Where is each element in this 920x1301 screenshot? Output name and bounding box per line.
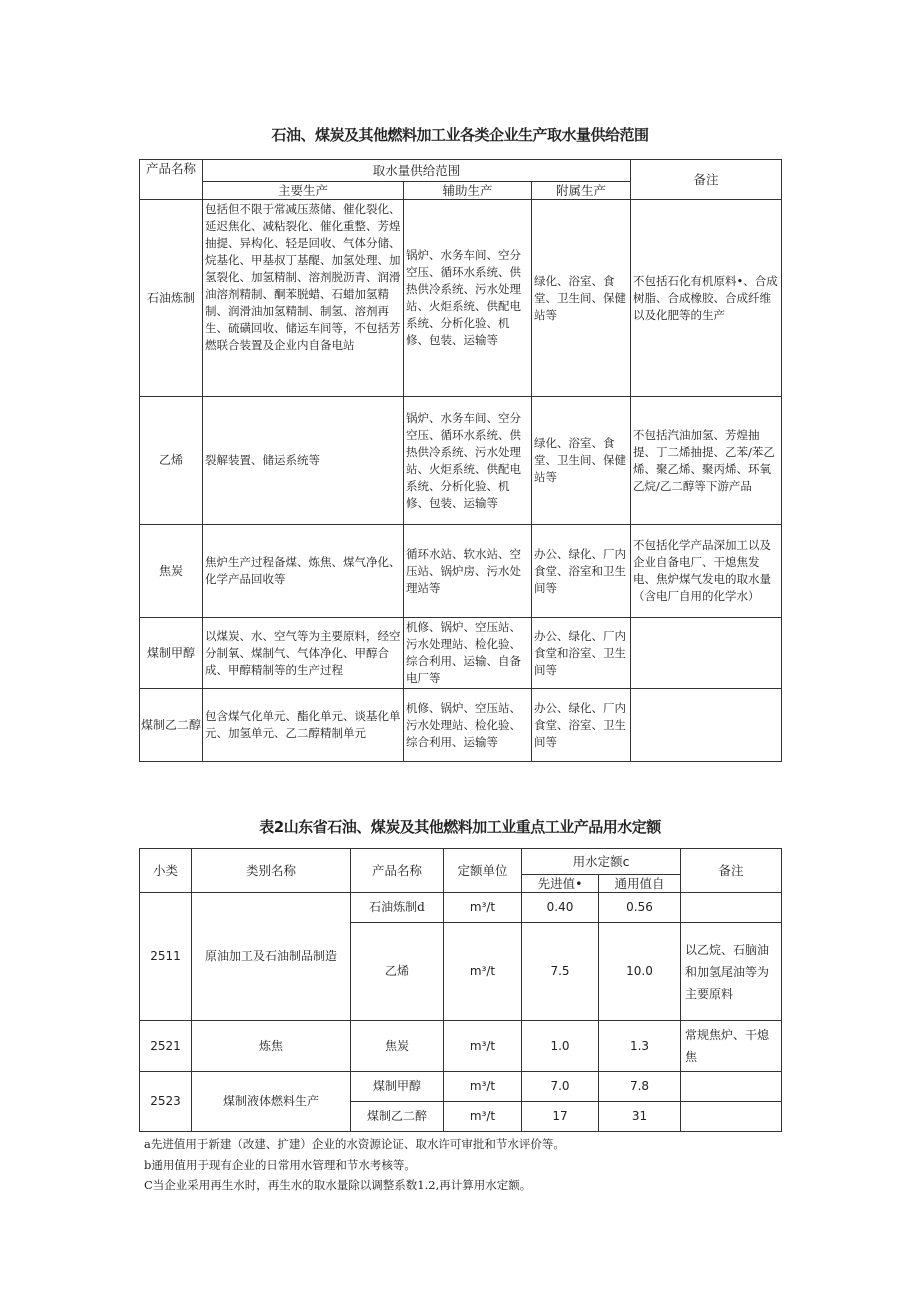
- header-general: 通用值自: [599, 875, 681, 893]
- header-subclass: 小类: [140, 849, 192, 893]
- row-attached: 绿化、浴室、食堂、卫生间、保健站等: [532, 200, 631, 397]
- row-product: 石油炼制: [140, 200, 203, 397]
- header-advanced: 先进值•: [522, 875, 599, 893]
- table2-title: 表2山东省石油、煤炭及其他燃料加工业重点工业产品用水定额: [259, 818, 661, 836]
- cell-product: 石油炼制d: [351, 893, 444, 923]
- row-product: 煤制乙二醇: [140, 689, 203, 762]
- table-row: [140, 200, 782, 397]
- row-aux: 锅炉、水务车间、空分空压、循环水系统、供热供冷系统、污水处理站、火炬系统、供配电系统、分析化验、机修、包装、运输等: [404, 397, 532, 525]
- row-main: 包括但不限于常减压蒸储、催化裂化、延迟焦化、减粘裂化、催化重整、芳煌抽提、异构化、轻是回收、气体分储、烷基化、甲基叔丁基醍、加氢处理、加氢裂化、加氢精制、溶剂脱沥青、润滑油溶剂精制、酮苯脱蜡、石蜡加氢精制、润滑油加氢精制、制氢、溶剂再生、硫磺回收、储运车间等，不包括芳燃联合装置及企业内自备电站: [203, 200, 404, 397]
- table-row: [140, 397, 782, 525]
- cell-advanced: 7.5: [522, 923, 599, 1021]
- table1-title: 石油、煤炭及其他燃料加工业各类企业生产取水量供给范围: [271, 126, 649, 144]
- row-main: 以煤炭、水、空气等为主要原料，经空分制氧、煤制气、气体净化、甲醇合成、甲醇精制等的生产过程: [203, 618, 404, 689]
- row-attached: 办公、绿化、厂内食堂、浴室和卫生间等: [532, 525, 631, 618]
- cell-general: 0.56: [599, 893, 681, 923]
- row-aux: 机修、锅炉、空压站、污水处理站、检化验、综合利用、运输、自备电厂等: [404, 618, 532, 689]
- header-supply-scope: 取水量供给范围: [203, 160, 631, 182]
- row-main: 裂解装置、储运系统等: [203, 397, 404, 525]
- cell-code: 2523: [140, 1072, 192, 1132]
- cell-unit: m³/t: [444, 923, 522, 1021]
- cell-general: 1.3: [599, 1021, 681, 1072]
- row-remark: [631, 689, 782, 762]
- cell-product: 乙烯: [351, 923, 444, 1021]
- header-main-production: 主要生产: [203, 182, 404, 200]
- water-supply-scope-table: [139, 159, 782, 762]
- header-attached-production: 附属生产: [532, 182, 631, 200]
- cell-general: 10.0: [599, 923, 681, 1021]
- header-remark: 备注: [631, 160, 782, 200]
- row-aux: 锅炉、水务车间、空分空压、循环水系统、供热供冷系统、污水处理站、火炬系统、供配电系统、分析化验、机修、包装、运输等: [404, 200, 532, 397]
- cell-unit: m³/t: [444, 1072, 522, 1102]
- row-remark: 不包括化学产品深加工以及企业自备电厂、干熄焦发电、焦炉煤气发电的取水量（含电厂自用的化学水）: [631, 525, 782, 618]
- footnote-a: a先进值用于新建（改建、扩建）企业的水资源论证、取水许可审批和节水评价等。: [144, 1137, 565, 1151]
- table-row: [140, 689, 782, 762]
- row-attached: 办公、绿化、厂内食堂、浴室、卫生间等: [532, 689, 631, 762]
- footnote-c: C当企业采用再生水时，再生水的取水量除以调整系数1.2,再计算用水定额。: [144, 1178, 532, 1192]
- row-product: 乙烯: [140, 397, 203, 525]
- cell-advanced: 0.40: [522, 893, 599, 923]
- water-quota-table: [139, 848, 782, 1132]
- row-aux: 循环水站、软水站、空压站、锅炉房、污水处理站等: [404, 525, 532, 618]
- header-product-name: 产品名称: [140, 160, 203, 200]
- cell-code: 2521: [140, 1021, 192, 1072]
- row-aux: 机修、锅炉、空压站、污水处理站、检化验、综合利用、运输等: [404, 689, 532, 762]
- row-main: 焦炉生产过程备煤、炼焦、煤气净化、化学产品回收等: [203, 525, 404, 618]
- table-row: [140, 1021, 782, 1072]
- row-remark: 不包括石化有机原料•、合成树脂、合成橡胶、合成纤维以及化肥等的生产: [631, 200, 782, 397]
- row-attached: 绿化、浴室、食堂、卫生间、保健站等: [532, 397, 631, 525]
- cell-unit: m³/t: [444, 893, 522, 923]
- cell-general: 31: [599, 1102, 681, 1132]
- header-remark: 备注: [681, 849, 782, 893]
- cell-general: 7.8: [599, 1072, 681, 1102]
- cell-category: 炼焦: [192, 1021, 351, 1072]
- table-row: [140, 893, 782, 923]
- footnote-b: b通用值用于现有企业的日常用水管理和节水考核等。: [144, 1158, 416, 1172]
- table-row: [140, 1072, 782, 1102]
- row-remark: 不包括汽油加氢、芳煌抽提、丁二烯抽提、乙苯/苯乙烯、聚乙烯、聚丙烯、环氧乙烷/乙二醇等下游产品: [631, 397, 782, 525]
- cell-unit: m³/t: [444, 1021, 522, 1072]
- header-unit: 定额单位: [444, 849, 522, 893]
- cell-unit: m³/t: [444, 1102, 522, 1132]
- cell-product: 焦炭: [351, 1021, 444, 1072]
- header-product: 产品名称: [351, 849, 444, 893]
- cell-advanced: 7.0: [522, 1072, 599, 1102]
- cell-product: 煤制乙二醉: [351, 1102, 444, 1132]
- table-row: [140, 525, 782, 618]
- cell-category: 煤制液体燃料生产: [192, 1072, 351, 1132]
- cell-code: 2511: [140, 893, 192, 1021]
- cell-product: 煤制甲醇: [351, 1072, 444, 1102]
- row-product: 焦炭: [140, 525, 203, 618]
- table-row: [140, 618, 782, 689]
- row-attached: 办公、绿化、厂内食堂和浴室、卫生间等: [532, 618, 631, 689]
- row-main: 包含煤气化单元、酯化单元、谈基化单元、加氢单元、乙二醇精制单元: [203, 689, 404, 762]
- cell-advanced: 1.0: [522, 1021, 599, 1072]
- cell-category: 原油加工及石油制品制造: [192, 893, 351, 1021]
- row-remark: [631, 618, 782, 689]
- cell-advanced: 17: [522, 1102, 599, 1132]
- row-product: 煤制甲醇: [140, 618, 203, 689]
- cell-remark: 常规焦炉、干熄焦: [681, 1021, 782, 1072]
- header-category: 类别名称: [192, 849, 351, 893]
- header-aux-production: 辅助生产: [404, 182, 532, 200]
- header-quota: 用水定额c: [522, 849, 681, 875]
- cell-remark: 以乙烷、石脑油和加氢尾油等为主要原料: [681, 923, 782, 1021]
